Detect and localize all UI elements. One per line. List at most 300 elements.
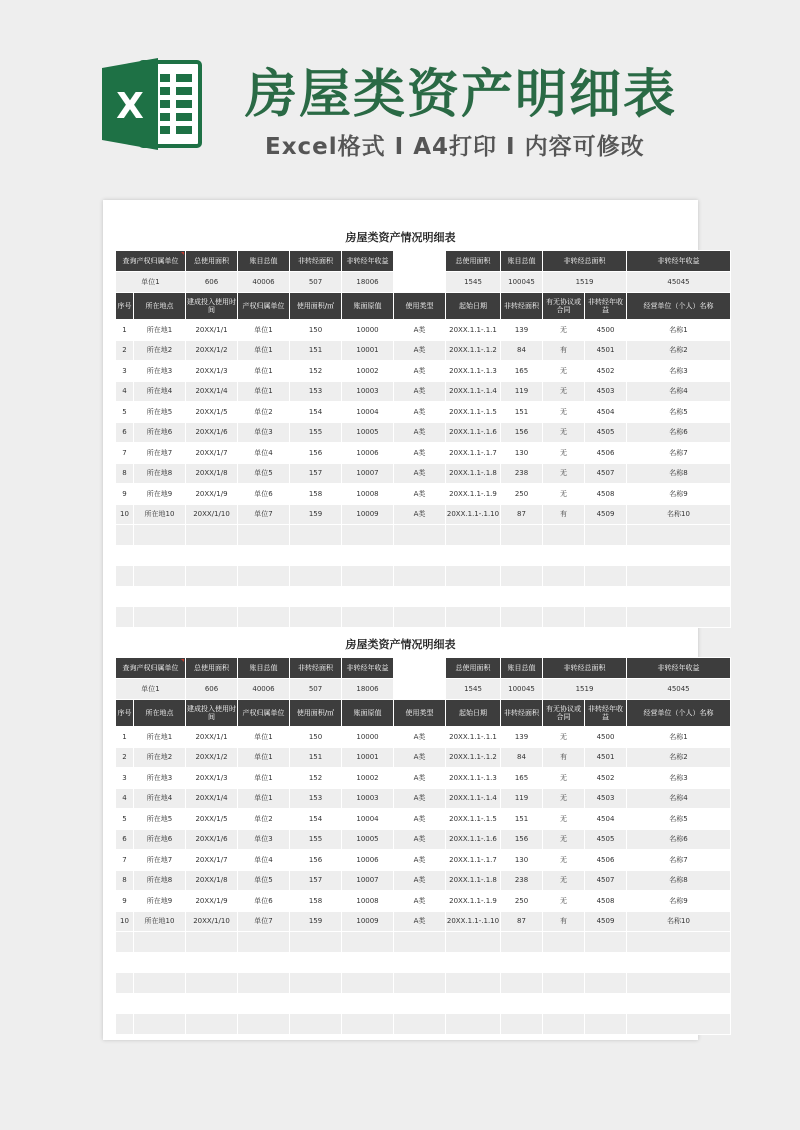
empty-cell (501, 607, 543, 628)
table-cell: 单位1 (238, 320, 290, 341)
empty-cell (627, 973, 731, 994)
table-row (116, 443, 731, 464)
table-cell: 所在地9 (134, 891, 186, 912)
empty-cell (238, 1014, 290, 1035)
table-cell: 4503 (585, 788, 627, 809)
table-cell: 10008 (342, 891, 394, 912)
table-cell: 所在地8 (134, 870, 186, 891)
table-cell: 所在地4 (134, 381, 186, 402)
summary-header-cell (394, 251, 446, 272)
table-cell: 3 (116, 768, 134, 789)
table-cell: 单位1 (238, 747, 290, 768)
empty-cell (627, 586, 731, 607)
column-header-cell: 产权归属单位 (238, 293, 290, 320)
table-cell: 20XX/1/2 (186, 747, 238, 768)
table-cell: 无 (543, 829, 585, 850)
empty-row (116, 993, 731, 1014)
empty-cell (290, 973, 342, 994)
empty-cell (134, 525, 186, 546)
table-row (116, 340, 731, 361)
table-cell: 4502 (585, 361, 627, 382)
table-cell: 所在地9 (134, 484, 186, 505)
table-cell: 名称7 (627, 443, 731, 464)
summary-header-cell: 非转经面积 (290, 251, 342, 272)
empty-cell (394, 1014, 446, 1035)
empty-cell (290, 525, 342, 546)
empty-cell (134, 932, 186, 953)
table-row (116, 891, 731, 912)
empty-cell (543, 566, 585, 587)
table-cell: 8 (116, 870, 134, 891)
empty-cell (186, 973, 238, 994)
table-cell: 20XX.1.1-.1.3 (446, 361, 501, 382)
summary-value-row (116, 272, 731, 293)
table-cell: 所在地2 (134, 340, 186, 361)
table-cell: 4506 (585, 443, 627, 464)
table-cell: 20XX.1.1-.1.5 (446, 402, 501, 423)
table-cell: A类 (394, 768, 446, 789)
table-cell: A类 (394, 809, 446, 830)
table-cell: A类 (394, 463, 446, 484)
empty-cell (446, 1014, 501, 1035)
table-cell: 20XX.1.1-.1.4 (446, 381, 501, 402)
summary-header-cell: 非转经总面积 (543, 658, 627, 679)
table-cell: 4505 (585, 829, 627, 850)
column-header-cell: 序号 (116, 293, 134, 320)
empty-cell (116, 1014, 134, 1035)
summary-value-cell: 1519 (543, 272, 627, 293)
table-cell: 单位3 (238, 829, 290, 850)
summary-header-cell: 总使用面积 (446, 658, 501, 679)
summary-value-cell: 1545 (446, 679, 501, 700)
table-cell: 名称7 (627, 850, 731, 871)
table-cell: 20XX.1.1-.1.8 (446, 870, 501, 891)
table-cell: 名称2 (627, 747, 731, 768)
table-cell: 单位1 (238, 381, 290, 402)
summary-value-cell: 单位1 (116, 272, 186, 293)
table-cell: 无 (543, 768, 585, 789)
table-cell: A类 (394, 320, 446, 341)
table-cell: 20XX/1/5 (186, 402, 238, 423)
table-cell: 153 (290, 788, 342, 809)
table-cell: 152 (290, 768, 342, 789)
empty-cell (290, 952, 342, 973)
table-cell: 10006 (342, 850, 394, 871)
summary-header-cell: 非转经年收益 (627, 251, 731, 272)
summary-header-cell: 非转经面积 (290, 658, 342, 679)
column-header-cell: 使用面积/㎡ (290, 700, 342, 727)
empty-cell (394, 586, 446, 607)
table-cell: 20XX/1/7 (186, 850, 238, 871)
column-header-cell: 有无协议或合同 (543, 700, 585, 727)
table-cell: A类 (394, 829, 446, 850)
table-cell: 165 (501, 361, 543, 382)
table-cell: 无 (543, 788, 585, 809)
excel-logo-icon (100, 54, 204, 154)
summary-value-cell: 1545 (446, 272, 501, 293)
empty-cell (446, 932, 501, 953)
table-cell: 10005 (342, 422, 394, 443)
table-cell: 87 (501, 911, 543, 932)
empty-cell (446, 545, 501, 566)
empty-cell (543, 973, 585, 994)
empty-cell (501, 525, 543, 546)
empty-cell (342, 932, 394, 953)
table-row (116, 870, 731, 891)
table-cell: A类 (394, 422, 446, 443)
empty-row (116, 566, 731, 587)
table-cell: 159 (290, 504, 342, 525)
empty-cell (585, 586, 627, 607)
table-cell: 名称4 (627, 788, 731, 809)
table-cell: 153 (290, 381, 342, 402)
table-cell: 4507 (585, 463, 627, 484)
empty-cell (238, 586, 290, 607)
table-cell: 20XX.1.1-.1.8 (446, 463, 501, 484)
empty-cell (394, 525, 446, 546)
table-cell: 10001 (342, 340, 394, 361)
empty-cell (116, 993, 134, 1014)
empty-cell (342, 566, 394, 587)
table-cell: 无 (543, 891, 585, 912)
table-cell: 所在地2 (134, 747, 186, 768)
table-row (116, 402, 731, 423)
table-cell: 20XX/1/8 (186, 463, 238, 484)
table-cell: 238 (501, 870, 543, 891)
table-cell: 名称3 (627, 361, 731, 382)
table-cell: 10009 (342, 504, 394, 525)
table-cell: 10003 (342, 381, 394, 402)
table-cell: 157 (290, 463, 342, 484)
empty-cell (446, 952, 501, 973)
table-cell: A类 (394, 381, 446, 402)
empty-cell (627, 566, 731, 587)
empty-cell (543, 952, 585, 973)
column-header-cell: 有无协议或合同 (543, 293, 585, 320)
empty-cell (116, 545, 134, 566)
table-cell: 20XX/1/8 (186, 870, 238, 891)
empty-cell (290, 566, 342, 587)
table-cell: 20XX/1/10 (186, 504, 238, 525)
table-cell: 所在地1 (134, 727, 186, 748)
table-cell: 无 (543, 850, 585, 871)
empty-cell (342, 952, 394, 973)
logo-letter: X (116, 86, 144, 127)
table-cell: 2 (116, 747, 134, 768)
table-cell: 20XX.1.1-.1.6 (446, 829, 501, 850)
table-cell: 4504 (585, 809, 627, 830)
table-cell: 20XX/1/6 (186, 422, 238, 443)
empty-cell (627, 607, 731, 628)
empty-cell (342, 525, 394, 546)
summary-header-cell (394, 658, 446, 679)
table-cell: 所在地7 (134, 850, 186, 871)
empty-cell (186, 566, 238, 587)
table-cell: 单位7 (238, 911, 290, 932)
empty-cell (446, 586, 501, 607)
table-cell: 20XX/1/6 (186, 829, 238, 850)
table-cell: 20XX.1.1-.1.10 (446, 911, 501, 932)
table-cell: 4508 (585, 484, 627, 505)
empty-cell (627, 932, 731, 953)
empty-row (116, 932, 731, 953)
table-cell: 名称6 (627, 422, 731, 443)
column-header-cell: 起始日期 (446, 293, 501, 320)
table-cell: 119 (501, 788, 543, 809)
table-cell: 20XX.1.1-.1.5 (446, 809, 501, 830)
table-cell: 151 (290, 340, 342, 361)
table-cell: 单位4 (238, 850, 290, 871)
table-cell: 4500 (585, 727, 627, 748)
table-row (116, 422, 731, 443)
empty-cell (186, 525, 238, 546)
table-cell: 所在地6 (134, 829, 186, 850)
empty-cell (394, 566, 446, 587)
column-header-cell: 非转经年收益 (585, 700, 627, 727)
table-cell: 20XX.1.1-.1.7 (446, 850, 501, 871)
summary-value-cell (394, 679, 446, 700)
table-cell: 9 (116, 891, 134, 912)
table-cell: 156 (290, 850, 342, 871)
summary-header-cell: 查询产权归属单位 (116, 658, 186, 679)
table-cell: 7 (116, 850, 134, 871)
table-cell: 4 (116, 788, 134, 809)
empty-cell (446, 525, 501, 546)
column-header-cell: 起始日期 (446, 700, 501, 727)
summary-value-cell: 40006 (238, 272, 290, 293)
summary-header-cell: 总使用面积 (446, 251, 501, 272)
table-cell: 10 (116, 504, 134, 525)
table-cell: 10002 (342, 361, 394, 382)
summary-header-cell: 非转经年收益 (342, 658, 394, 679)
empty-cell (627, 545, 731, 566)
table-cell: 10007 (342, 463, 394, 484)
table-cell: 4503 (585, 381, 627, 402)
table-cell: 20XX/1/5 (186, 809, 238, 830)
table-cell: 20XX.1.1-.1.2 (446, 340, 501, 361)
summary-header-cell: 账目总值 (238, 251, 290, 272)
empty-cell (238, 952, 290, 973)
table-cell: 156 (501, 422, 543, 443)
table-cell: 9 (116, 484, 134, 505)
table-cell: 无 (543, 727, 585, 748)
table-cell: 无 (543, 422, 585, 443)
summary-value-cell: 40006 (238, 679, 290, 700)
empty-cell (134, 973, 186, 994)
table-cell: 150 (290, 320, 342, 341)
table-cell: 20XX/1/1 (186, 727, 238, 748)
empty-cell (116, 932, 134, 953)
table-cell: 158 (290, 484, 342, 505)
table-row (116, 809, 731, 830)
table-cell: 所在地3 (134, 768, 186, 789)
table-cell: 20XX/1/3 (186, 361, 238, 382)
table-cell: 157 (290, 870, 342, 891)
empty-cell (585, 993, 627, 1014)
page-header (0, 0, 800, 190)
empty-cell (238, 973, 290, 994)
empty-cell (116, 525, 134, 546)
table-row (116, 829, 731, 850)
table-cell: 158 (290, 891, 342, 912)
table-cell: 84 (501, 340, 543, 361)
table-cell: 所在地10 (134, 911, 186, 932)
table-cell: 10004 (342, 809, 394, 830)
empty-cell (134, 952, 186, 973)
empty-row (116, 607, 731, 628)
column-header-cell: 非转经面积 (501, 293, 543, 320)
table-cell: 有 (543, 340, 585, 361)
table-cell: A类 (394, 504, 446, 525)
table-cell: 4 (116, 381, 134, 402)
table-cell: 名称5 (627, 402, 731, 423)
table-cell: 无 (543, 809, 585, 830)
table-cell: 名称2 (627, 340, 731, 361)
empty-cell (394, 952, 446, 973)
summary-value-cell: 100045 (501, 679, 543, 700)
column-header-row (116, 700, 731, 727)
table-cell: 10001 (342, 747, 394, 768)
table-row (116, 381, 731, 402)
table-cell: 6 (116, 829, 134, 850)
table-row (116, 727, 731, 748)
empty-cell (134, 586, 186, 607)
table-cell: 名称6 (627, 829, 731, 850)
summary-value-cell: 507 (290, 679, 342, 700)
table-cell: 152 (290, 361, 342, 382)
table-cell: 130 (501, 850, 543, 871)
empty-cell (627, 1014, 731, 1035)
table-cell: 所在地8 (134, 463, 186, 484)
empty-cell (238, 932, 290, 953)
empty-cell (501, 545, 543, 566)
empty-cell (238, 993, 290, 1014)
table-cell: 无 (543, 381, 585, 402)
table-cell: 单位1 (238, 788, 290, 809)
table-cell: 8 (116, 463, 134, 484)
table-cell: 所在地5 (134, 809, 186, 830)
table-cell: 10009 (342, 911, 394, 932)
column-header-row (116, 293, 731, 320)
table-cell: 20XX.1.1-.1.1 (446, 727, 501, 748)
empty-cell (543, 545, 585, 566)
table-cell: 5 (116, 402, 134, 423)
empty-cell (290, 1014, 342, 1035)
summary-value-cell: 606 (186, 679, 238, 700)
empty-cell (446, 566, 501, 587)
table-cell: 10008 (342, 484, 394, 505)
empty-cell (627, 525, 731, 546)
column-header-cell: 经营单位（个人）名称 (627, 293, 731, 320)
table-row (116, 911, 731, 932)
empty-cell (290, 586, 342, 607)
table-cell: 130 (501, 443, 543, 464)
summary-header-cell: 总使用面积 (186, 251, 238, 272)
empty-cell (342, 1014, 394, 1035)
table-cell: 10004 (342, 402, 394, 423)
table-cell: 无 (543, 484, 585, 505)
table-cell: 2 (116, 340, 134, 361)
table-cell: 所在地5 (134, 402, 186, 423)
empty-cell (186, 545, 238, 566)
table-cell: 所在地7 (134, 443, 186, 464)
page-title: 房屋类资产明细表 (245, 65, 678, 125)
table-cell: 10006 (342, 443, 394, 464)
table-cell: 所在地1 (134, 320, 186, 341)
table-cell: 名称5 (627, 809, 731, 830)
summary-header-cell: 非转经年收益 (342, 251, 394, 272)
table-cell: 20XX/1/2 (186, 340, 238, 361)
empty-cell (116, 973, 134, 994)
empty-cell (501, 993, 543, 1014)
summary-header-cell: 账目总值 (501, 658, 543, 679)
empty-cell (585, 525, 627, 546)
table-cell: 4505 (585, 422, 627, 443)
table-cell: 4502 (585, 768, 627, 789)
table-cell: 87 (501, 504, 543, 525)
empty-cell (342, 545, 394, 566)
table-cell: 4507 (585, 870, 627, 891)
table-cell: 20XX/1/7 (186, 443, 238, 464)
sheet-title: 房屋类资产情况明细表 (345, 231, 456, 244)
table-cell: 名称10 (627, 504, 731, 525)
table-cell: 单位1 (238, 768, 290, 789)
column-header-cell: 账面原值 (342, 700, 394, 727)
column-header-cell: 序号 (116, 700, 134, 727)
table-cell: 名称1 (627, 320, 731, 341)
empty-row (116, 545, 731, 566)
table-cell: 20XX.1.1-.1.3 (446, 768, 501, 789)
table-cell: 119 (501, 381, 543, 402)
page-subtitle: Excel格式 Ⅰ A4打印 Ⅰ 内容可修改 (265, 134, 645, 160)
empty-cell (585, 952, 627, 973)
table-cell: 151 (501, 402, 543, 423)
table-cell: 无 (543, 463, 585, 484)
empty-cell (186, 993, 238, 1014)
empty-cell (501, 952, 543, 973)
column-header-cell: 经营单位（个人）名称 (627, 700, 731, 727)
table-cell: 3 (116, 361, 134, 382)
summary-header-cell: 查询产权归属单位 (116, 251, 186, 272)
empty-cell (186, 952, 238, 973)
empty-cell (134, 1014, 186, 1035)
asset-table (115, 250, 714, 628)
table-row (116, 504, 731, 525)
table-cell: 20XX.1.1-.1.6 (446, 422, 501, 443)
sheet-title: 房屋类资产情况明细表 (345, 638, 456, 651)
table-cell: 有 (543, 911, 585, 932)
column-header-cell: 账面原值 (342, 293, 394, 320)
table-cell: 单位5 (238, 463, 290, 484)
summary-value-cell: 45045 (627, 272, 731, 293)
table-cell: 单位3 (238, 422, 290, 443)
table-cell: 10002 (342, 768, 394, 789)
empty-cell (394, 607, 446, 628)
empty-cell (116, 566, 134, 587)
empty-cell (585, 545, 627, 566)
table-cell: 无 (543, 443, 585, 464)
table-cell: 无 (543, 402, 585, 423)
table-cell: 名称1 (627, 727, 731, 748)
table-cell: 4500 (585, 320, 627, 341)
table-cell: 4504 (585, 402, 627, 423)
table-cell: A类 (394, 788, 446, 809)
summary-value-cell: 18006 (342, 272, 394, 293)
summary-value-cell: 507 (290, 272, 342, 293)
table-cell: 单位6 (238, 891, 290, 912)
summary-header-cell: 非转经总面积 (543, 251, 627, 272)
table-row (116, 361, 731, 382)
